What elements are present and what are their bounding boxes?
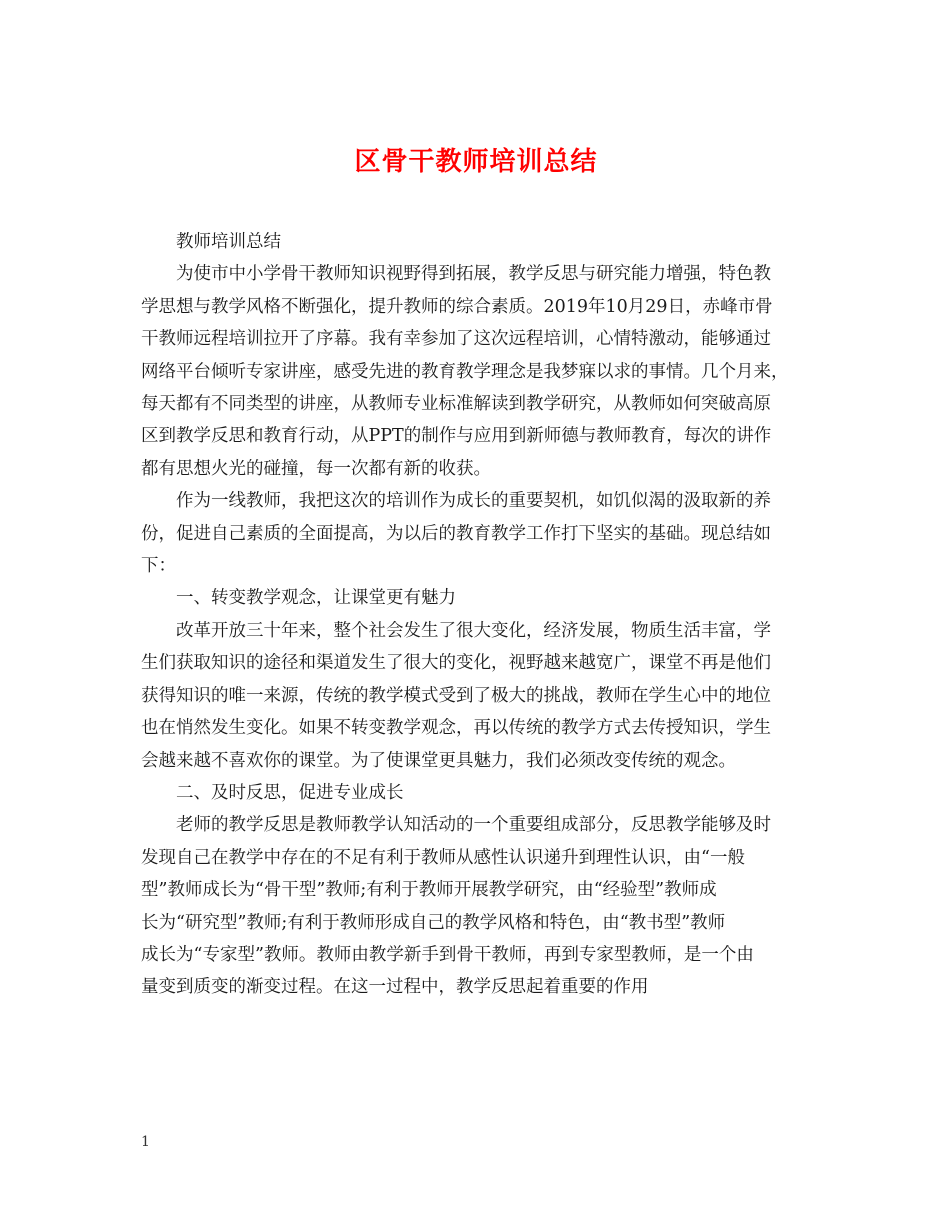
- text-line: 作为一线教师，我把这次的培训作为成长的重要契机，如饥似渴的汲取新的养: [176, 491, 771, 512]
- page-number: 1: [141, 1134, 150, 1150]
- text-line: 成长为“专家型”教师。教师由教学新手到骨干教师，再到专家型教师，是一个由: [141, 944, 754, 965]
- text-line: 教师培训总结: [176, 232, 281, 252]
- paragraph: [141, 777, 811, 809]
- paragraph: [141, 809, 811, 1003]
- paragraph: [141, 582, 811, 614]
- text-line: 都有思想火光的碰撞，每一次都有新的收获。: [141, 458, 491, 479]
- paragraph: [141, 226, 811, 258]
- text-line: 网络平台倾听专家讲座，感受先进的教育教学理念是我梦寐以求的事情。几个月来，: [141, 361, 789, 382]
- text-line: 下：: [141, 556, 176, 577]
- text-line: 干教师远程培训拉开了序幕。我有幸参加了这次远程培训，心情特激动，能够通过: [141, 329, 771, 350]
- paragraph: [141, 258, 811, 485]
- text-line: 长为“研究型”教师;有利于教师形成自己的教学风格和特色，由“教书型”教师: [141, 912, 726, 933]
- text-line: 改革开放三十年来，整个社会发生了很大变化，经济发展，物质生活丰富，学: [176, 620, 771, 641]
- text-line: 学思想与教学风格不断强化，提升教师的综合素质。2019年10月29日，赤峰市骨: [141, 296, 773, 317]
- document-body: [141, 226, 811, 1004]
- text-line: 二、及时反思，促进专业成长: [176, 782, 404, 803]
- text-line: 为使市中小学骨干教师知识视野得到拓展，教学反思与研究能力增强，特色教: [176, 264, 771, 285]
- text-line: 会越来越不喜欢你的课堂。为了使课堂更具魅力，我们必须改变传统的观念。: [141, 750, 736, 771]
- text-line: 发现自己在教学中存在的不足有利于教师从感性认识递升到理性认识，由“一般: [141, 847, 745, 868]
- text-line: 量变到质变的渐变过程。在这一过程中，教学反思起着重要的作用: [141, 977, 649, 998]
- paragraph: [141, 485, 811, 582]
- text-line: 每天都有不同类型的讲座，从教师专业标准解读到教学研究，从教师如何突破高原: [141, 394, 771, 415]
- text-line: 也在悄然发生变化。如果不转变教学观念，再以传统的教学方式去传授知识，学生: [141, 718, 771, 739]
- text-line: 获得知识的唯一来源，传统的教学模式受到了极大的挑战，教师在学生心中的地位: [141, 685, 771, 706]
- text-line: 型”教师成长为“骨干型”教师;有利于教师开展教学研究，由“经验型”教师成: [141, 880, 717, 901]
- text-line: 一、转变教学观念，让课堂更有魅力: [176, 588, 456, 609]
- text-line: 老师的教学反思是教师教学认知活动的一个重要组成部分，反思教学能够及时: [176, 815, 771, 836]
- text-line: 份，促进自己素质的全面提高，为以后的教育教学工作打下坚实的基础。现总结如: [141, 523, 771, 544]
- text-line: 区到教学反思和教育行动，从PPT的制作与应用到新师德与教师教育，每次的讲作: [141, 426, 772, 447]
- text-line: 生们获取知识的途径和渠道发生了很大的变化，视野越来越宽广，课堂不再是他们: [141, 653, 771, 674]
- paragraph: [141, 615, 811, 777]
- document-title: 区骨干教师培训总结: [354, 147, 598, 177]
